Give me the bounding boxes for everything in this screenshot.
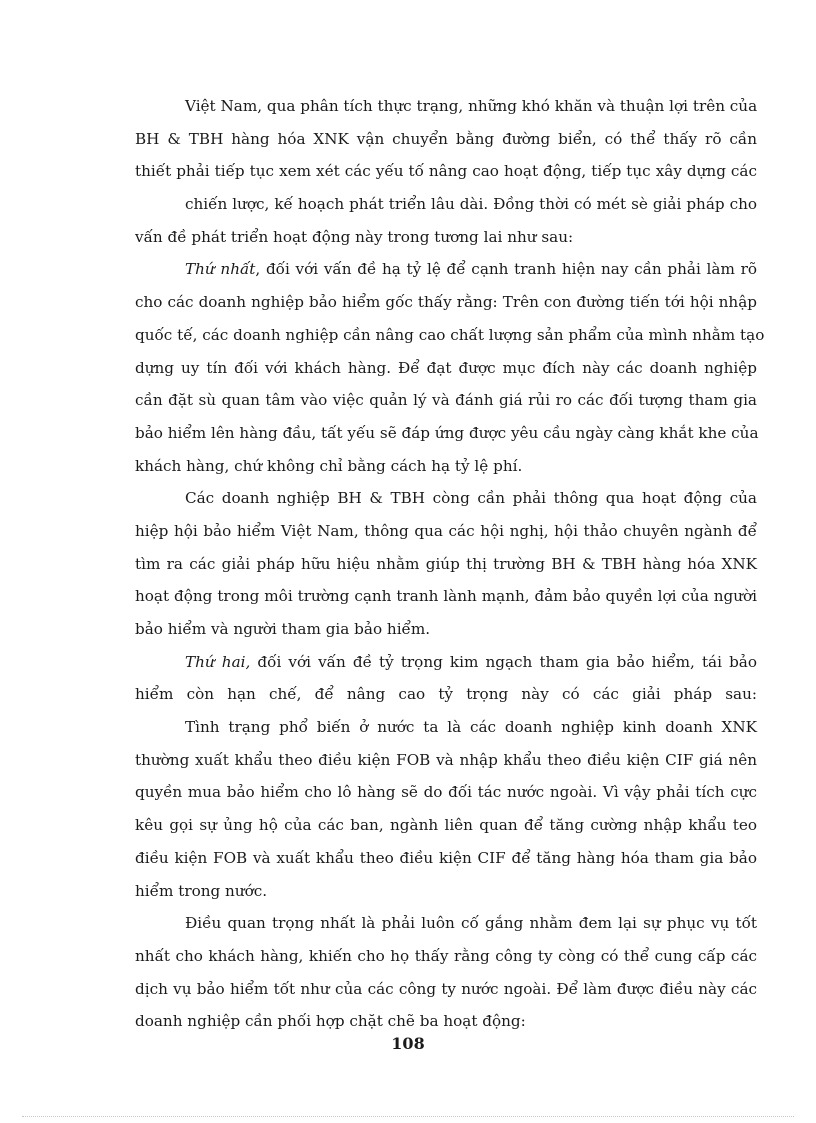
line-text: , đối với vấn đề hạ tỷ lệ để cạnh tranh hiện nay cần phải làm rõ (255, 260, 757, 279)
line-text: Việt Nam, qua phân tích thực trạng, những khó khăn và thuận lợi trên của (185, 97, 758, 115)
text-line (135, 225, 757, 258)
line-text: bảo hiểm lên hàng đầu, tất yếu sẽ đáp ứng được yêu cầu ngày càng khắt khe của (135, 423, 759, 442)
line-text: dựng uy tín đối với khách hàng. Để đạt được mục đích này các doanh nghiệp (135, 358, 757, 377)
text-line (135, 192, 757, 225)
text-line (135, 879, 757, 912)
line-text: BH & TBH hàng hóa XNK vận chuyển bằng đường biển, có thể thấy rõ cần (135, 129, 757, 148)
document-body (135, 94, 765, 1042)
line-text: hiểm trong nước. (135, 881, 268, 900)
text-line (135, 94, 757, 127)
text-line (135, 519, 757, 552)
text-line (135, 715, 757, 748)
text-line (135, 421, 757, 454)
line-text: Tình trạng phổ biến ở nước ta là các doanh nghiệp kinh doanh XNK (185, 718, 757, 737)
line-text: hiệp hội bảo hiểm Việt Nam, thông qua các hội nghị, hội thảo chuyên ngành để (135, 521, 757, 540)
text-line (135, 323, 765, 356)
line-text: tìm ra các giải pháp hữu hiệu nhằm giúp thị trường BH & TBH hàng hóa XNK (135, 554, 757, 573)
text-line (135, 454, 757, 487)
text-line (135, 617, 757, 650)
text-line (135, 650, 757, 683)
line-text: quyền mua bảo hiểm cho lô hàng sẽ do đối tác nước ngoài. Vì vậy phải tích cực (135, 783, 757, 802)
line-text: cần đặt sù quan tâm vào việc quản lý và đánh giá rủi ro các đối tượng tham gia (135, 391, 757, 410)
text-line (135, 159, 757, 192)
text-line (135, 584, 757, 617)
text-line (135, 682, 757, 715)
text-line (135, 290, 757, 323)
line-text: cho các doanh nghiệp bảo hiểm gốc thấy rằng: Trên con đường tiến tới hội nhập (135, 293, 757, 312)
line-text: Điều quan trọng nhất là phải luôn cố gắng nhằm đem lại sự phục vụ tốt (185, 914, 757, 933)
line-text: hiểm còn hạn chế, để nâng cao tỷ trọng này có các giải pháp sau: (135, 685, 757, 704)
line-text: bảo hiểm và người tham gia bảo hiểm. (135, 620, 431, 638)
text-line (135, 748, 757, 781)
line-text: chiến lược, kế hoạch phát triển lâu dài. Đồng thời có mét sè giải pháp cho (185, 195, 757, 214)
line-text: đối với vấn đề tỷ trọng kim ngạch tham gia bảo hiểm, tái bảo (250, 652, 757, 671)
text-line (135, 257, 757, 290)
line-text: kêu gọi sự ủng hộ của các ban, ngành liên quan để tăng cường nhập khẩu teo (135, 816, 757, 835)
section-lead: Thứ hai, (185, 652, 251, 671)
page-bottom-divider (22, 1116, 794, 1117)
line-text: quốc tế, các doanh nghiệp cần nâng cao chất lượng sản phẩm của mình nhằm tạo (135, 325, 765, 344)
text-line (135, 780, 757, 813)
line-text: doanh nghiệp cần phối hợp chặt chẽ ba hoạt động: (135, 1012, 526, 1031)
text-line (135, 552, 757, 585)
line-text: khách hàng, chứ không chỉ bằng cách hạ tỷ lệ phí. (135, 456, 523, 475)
text-line (135, 813, 757, 846)
line-text: thường xuất khẩu theo điều kiện FOB và nhập khẩu theo điều kiện CIF giá nên (135, 750, 757, 769)
line-text: nhất cho khách hàng, khiến cho họ thấy rằng công ty còng có thể cung cấp các (135, 946, 757, 965)
text-line (135, 388, 757, 421)
line-text: Các doanh nghiệp BH & TBH còng cần phải thông qua hoạt động của (185, 489, 757, 508)
text-line (135, 977, 757, 1010)
text-line (135, 911, 757, 944)
section-lead: Thứ nhất (185, 260, 256, 279)
text-line (135, 846, 757, 879)
text-line (135, 127, 757, 160)
text-line (135, 944, 757, 977)
line-text: điều kiện FOB và xuất khẩu theo điều kiện CIF để tăng hàng hóa tham gia bảo (135, 848, 757, 867)
line-text: thiết phải tiếp tục xem xét các yếu tố nâng cao hoạt động, tiếp tục xây dựng các (135, 162, 757, 181)
text-line (135, 356, 757, 389)
text-line (135, 486, 757, 519)
line-text: vấn đề phát triển hoạt động này trong tương lai như sau: (135, 227, 574, 246)
line-text: hoạt động trong môi trường cạnh tranh lành mạnh, đảm bảo quyền lợi của người (135, 587, 757, 606)
page-number: 108 (391, 1034, 425, 1053)
line-text: dịch vụ bảo hiểm tốt như của các công ty nước ngoài. Để làm được điều này các (135, 979, 757, 998)
